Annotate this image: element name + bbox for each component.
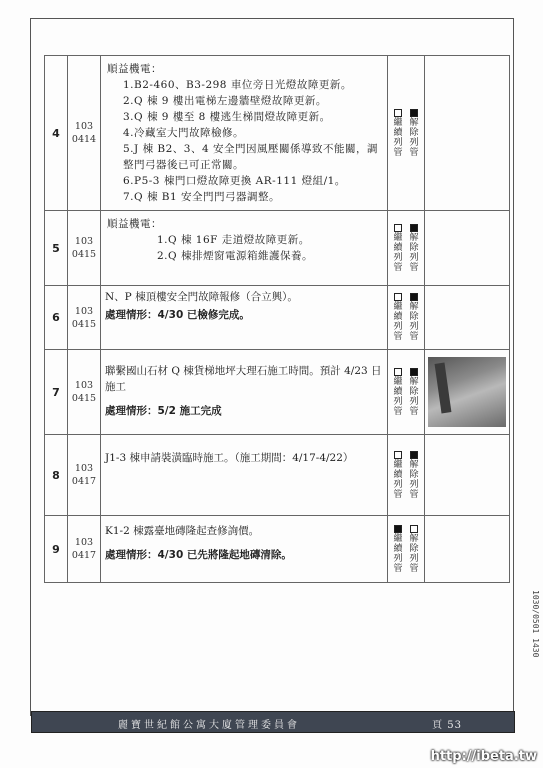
continue-checkbox[interactable] bbox=[394, 368, 402, 376]
photo-cell bbox=[425, 211, 510, 286]
footer-bar bbox=[31, 711, 515, 733]
photo-cell bbox=[425, 286, 510, 350]
row-date: 103 0415 bbox=[68, 211, 101, 286]
task-item: 7.Q 棟 B1 安全門門弓器調整。 bbox=[123, 191, 281, 203]
photo-cell bbox=[425, 56, 510, 211]
photo-cell bbox=[425, 350, 510, 435]
handling-status: 處理情形：5/2 施工完成 bbox=[105, 405, 222, 417]
status-cell bbox=[388, 56, 425, 211]
contractor-title: 順益機電： bbox=[107, 63, 162, 75]
row-description bbox=[101, 435, 388, 516]
continue-label: 繼續列管 bbox=[393, 533, 403, 574]
task-text: 聯繫國山石材 Q 棟貨梯地坪大理石施工時間。預計 4/23 日施工 bbox=[105, 365, 382, 393]
release-label: 解除列管 bbox=[409, 117, 419, 158]
release-checkbox[interactable] bbox=[410, 224, 418, 232]
row-description bbox=[101, 211, 388, 286]
release-label: 解除列管 bbox=[409, 459, 419, 500]
row-number: 8 bbox=[45, 435, 68, 516]
task-item: 2.Q 棟 9 樓出電梯左邊牆壁燈故障更新。 bbox=[123, 95, 327, 107]
task-item: 2.Q 棟排煙窗電源箱維護保養。 bbox=[157, 250, 313, 262]
table-row bbox=[45, 56, 510, 211]
row-number: 4 bbox=[45, 56, 68, 211]
table-row bbox=[45, 286, 510, 350]
task-item: 1.B2-460、B3-298 車位旁日光燈故障更新。 bbox=[123, 79, 352, 91]
committee-name: 麗寶世紀館公寓大廈管理委員會 bbox=[118, 720, 300, 731]
photo-cell bbox=[425, 516, 510, 583]
row-description bbox=[101, 350, 388, 435]
row-number: 7 bbox=[45, 350, 68, 435]
status-cell bbox=[388, 350, 425, 435]
row-description bbox=[101, 56, 388, 211]
task-item: 3.Q 棟 9 樓至 8 樓逃生梯間燈故障更新。 bbox=[123, 111, 331, 123]
row-description bbox=[101, 516, 388, 583]
release-checkbox[interactable] bbox=[410, 293, 418, 301]
continue-label: 繼續列管 bbox=[393, 302, 403, 342]
task-item: 5.J 棟 B2、3、4 安全門因風壓關係導致不能關，調整門弓器後已可正常關。 bbox=[123, 143, 378, 171]
continue-label: 繼續列管 bbox=[393, 376, 403, 417]
release-label: 解除列管 bbox=[409, 232, 419, 273]
table-row bbox=[45, 435, 510, 516]
row-number: 6 bbox=[45, 286, 68, 350]
continue-label: 繼續列管 bbox=[393, 117, 403, 158]
release-checkbox[interactable] bbox=[410, 368, 418, 376]
row-date: 103 0415 bbox=[68, 286, 101, 350]
task-item: 4.冷藏室大門故障檢修。 bbox=[123, 127, 245, 139]
row-date: 103 0417 bbox=[68, 435, 101, 516]
task-item: 6.P5-3 棟門口燈故障更換 AR-111 燈組/1。 bbox=[123, 175, 346, 187]
task-text: J1-3 棟申請裝潢臨時施工。（施工期間：4/17-4/22） bbox=[105, 452, 354, 464]
release-checkbox[interactable] bbox=[410, 451, 418, 459]
status-cell bbox=[388, 516, 425, 583]
task-list bbox=[105, 232, 383, 264]
site-photo bbox=[428, 357, 506, 427]
task-list bbox=[105, 77, 383, 205]
row-date: 103 0414 bbox=[68, 56, 101, 211]
release-checkbox[interactable] bbox=[410, 525, 418, 533]
table-row bbox=[45, 516, 510, 583]
table-row bbox=[45, 350, 510, 435]
handling-status: 處理情形：4/30 已檢修完成。 bbox=[105, 309, 250, 321]
continue-checkbox[interactable] bbox=[394, 525, 402, 533]
contractor-title: 順益機電： bbox=[107, 218, 162, 230]
status-cell bbox=[388, 435, 425, 516]
row-date: 103 0417 bbox=[68, 516, 101, 583]
continue-label: 繼續列管 bbox=[393, 459, 403, 500]
continue-checkbox[interactable] bbox=[394, 224, 402, 232]
watermark: http://ibeta.tw bbox=[430, 749, 537, 764]
task-text: N、P 棟頂樓安全門故障報修（合立興）。 bbox=[105, 291, 298, 303]
photo-cell bbox=[425, 435, 510, 516]
row-date: 103 0415 bbox=[68, 350, 101, 435]
continue-checkbox[interactable] bbox=[394, 109, 402, 117]
continue-label: 繼續列管 bbox=[393, 232, 403, 273]
continue-checkbox[interactable] bbox=[394, 451, 402, 459]
release-label: 解除列管 bbox=[409, 376, 419, 417]
task-text: K1-2 棟露臺地磚隆起查修詢價。 bbox=[105, 525, 260, 537]
row-description bbox=[101, 286, 388, 350]
continue-checkbox[interactable] bbox=[394, 293, 402, 301]
release-label: 解除列管 bbox=[409, 533, 419, 574]
page-number: 頁 53 bbox=[432, 720, 462, 731]
row-number: 9 bbox=[45, 516, 68, 583]
row-number: 5 bbox=[45, 211, 68, 286]
received-stamp: 1030/0501 1430 bbox=[531, 590, 540, 658]
status-cell bbox=[388, 211, 425, 286]
task-item: 1.Q 棟 16F 走道燈故障更新。 bbox=[157, 234, 310, 246]
maintenance-log-table bbox=[44, 55, 510, 583]
status-cell bbox=[388, 286, 425, 350]
handling-status: 處理情形：4/30 已先將隆起地磚清除。 bbox=[105, 549, 292, 561]
release-checkbox[interactable] bbox=[410, 109, 418, 117]
table-row bbox=[45, 211, 510, 286]
release-label: 解除列管 bbox=[409, 302, 419, 342]
